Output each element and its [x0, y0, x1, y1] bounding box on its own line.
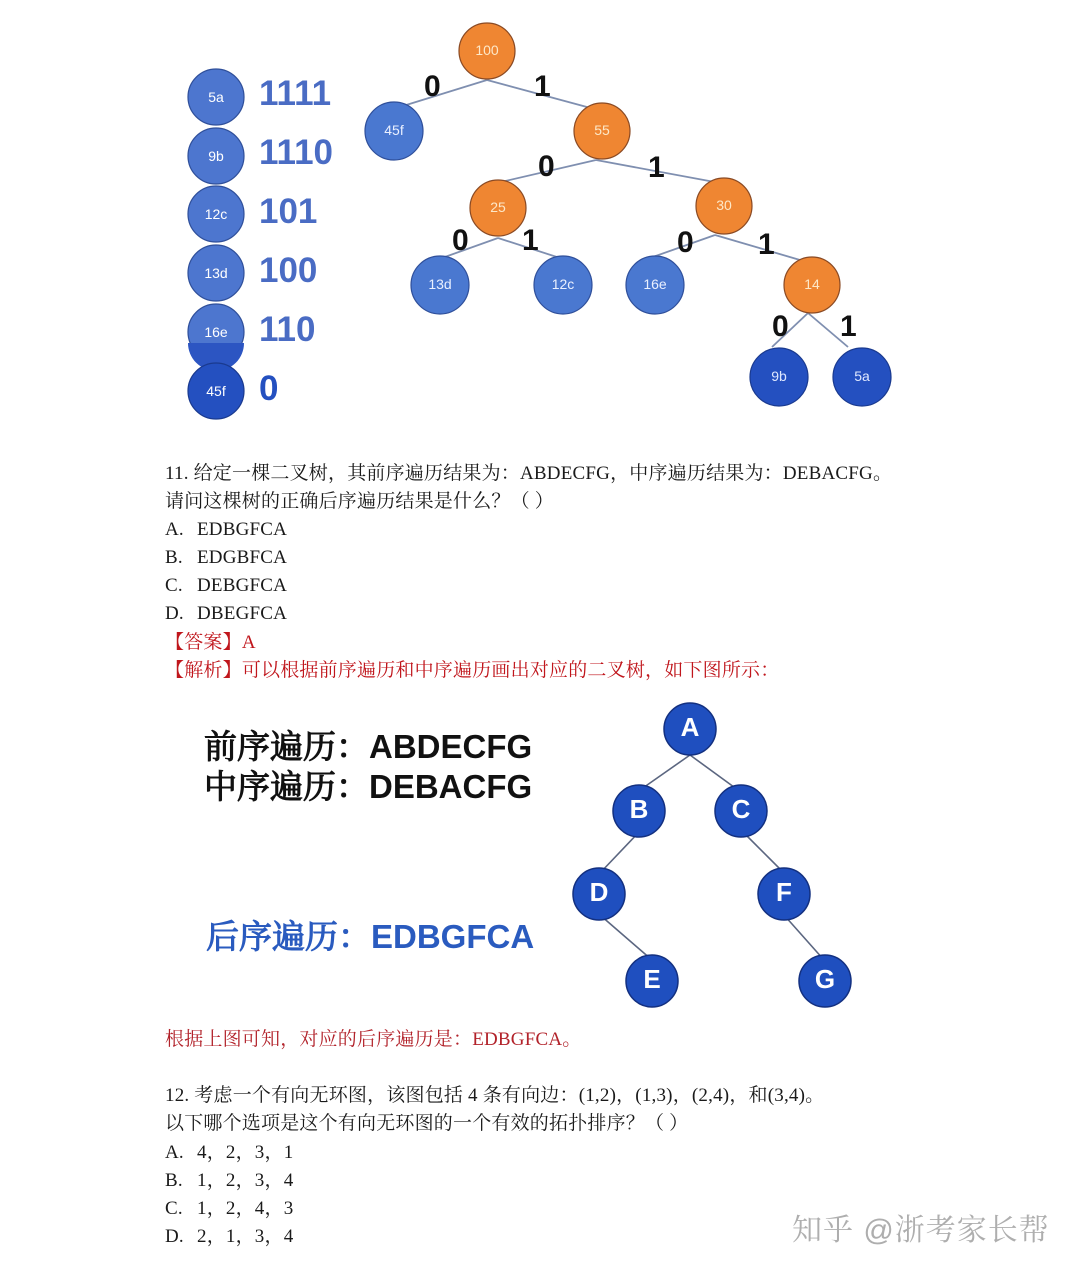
huffman-code-value: 110	[259, 310, 316, 349]
analysis-text: 可以根据前序遍历和中序遍历画出对应的二叉树，如下图所示：	[241, 660, 780, 681]
edge-label-1: 1	[522, 224, 539, 257]
tree-leaf-node: 12c	[551, 276, 575, 292]
option-text: EDBGFCA	[197, 519, 288, 540]
option-letter: D.	[165, 1226, 184, 1247]
tree-leaf-node: 45f	[384, 122, 404, 138]
huffman-code-value: 1110	[259, 133, 333, 172]
huffman-tree-edges	[360, 10, 900, 420]
tree-internal-node: 14	[804, 276, 820, 292]
preorder-label: 前序遍历：ABDECFG	[204, 728, 533, 765]
q11-conclusion: 根据上图可知，对应的后序遍历是：EDBGFCA。	[165, 1029, 582, 1050]
tree-internal-node: 25	[490, 199, 506, 215]
q12-option-d[interactable]	[165, 1223, 293, 1251]
option-letter: A.	[165, 519, 184, 540]
tree-node-c: C	[731, 794, 751, 824]
option-text: DEBGFCA	[197, 575, 288, 596]
edge-label-1: 1	[840, 310, 857, 343]
q11-option-a[interactable]	[165, 516, 287, 544]
edge-label-0: 0	[452, 224, 469, 257]
tree-node-d: D	[589, 877, 609, 907]
binary-tree-figure	[190, 695, 880, 1025]
q12-option-a[interactable]	[165, 1139, 293, 1167]
option-letter: C.	[165, 1198, 183, 1219]
analysis-label: 【解析】	[165, 660, 242, 681]
option-letter: B.	[165, 547, 183, 568]
option-text: 4，2，3，1	[197, 1142, 294, 1163]
code-node-label: 13d	[204, 265, 228, 281]
edge-label-1: 1	[534, 70, 551, 103]
edge-label-1: 1	[758, 228, 775, 261]
q11-stem-line1: 11. 给定一棵二叉树，其前序遍历结果为：ABDECFG，中序遍历结果为：DEBACFG。	[165, 463, 893, 484]
huffman-code-value: 0	[259, 369, 279, 408]
edge-label-0: 0	[538, 150, 555, 183]
tree-leaf-node: 13d	[428, 276, 452, 292]
code-node-label: 12c	[204, 206, 228, 222]
option-letter: C.	[165, 575, 183, 596]
edge-label-0: 0	[772, 310, 789, 343]
edge-label-0: 0	[424, 70, 441, 103]
q12-stem-line1: 12. 考虑一个有向无环图，该图包括 4 条有向边：(1,2)，(1,3)，(2,4)，和(3,4)。	[165, 1085, 825, 1106]
tree-node-b: B	[629, 794, 649, 824]
binary-tree-edges	[190, 695, 880, 1025]
q11-option-c[interactable]	[165, 572, 287, 600]
tree-internal-node: 30	[716, 197, 732, 213]
code-node-label: 9b	[208, 148, 224, 164]
option-text: 1，2，4，3	[197, 1198, 294, 1219]
edge-label-1: 1	[648, 151, 665, 184]
q11-answer	[165, 629, 256, 657]
option-letter: B.	[165, 1170, 183, 1191]
q11-stem-line2: 请问这棵树的正确后序遍历结果是什么？（ ）	[165, 491, 554, 512]
q12-stem-line2: 以下哪个选项是这个有向无环图的一个有效的拓扑排序？（ ）	[165, 1113, 689, 1134]
edge-label-0: 0	[677, 226, 694, 259]
huffman-code-value: 100	[259, 251, 318, 290]
option-text: 1，2，3，4	[197, 1170, 294, 1191]
huffman-tree-diagram	[360, 10, 900, 420]
tree-leaf-node: 16e	[643, 276, 667, 292]
code-node-label: 45f	[206, 383, 226, 399]
tree-node-e: E	[643, 964, 661, 994]
option-letter: A.	[165, 1142, 184, 1163]
q12-option-c[interactable]	[165, 1195, 293, 1223]
q11-analysis	[165, 657, 779, 685]
answer-label: 【答案】	[165, 632, 242, 653]
option-text: 2，1，3，4	[197, 1226, 294, 1247]
tree-node-f: F	[776, 877, 792, 907]
q11-option-b[interactable]	[165, 544, 287, 572]
option-text: DBEGFCA	[197, 603, 288, 624]
tree-node-a: A	[680, 712, 700, 742]
inorder-label: 中序遍历：DEBACFG	[204, 768, 533, 805]
tree-internal-node: 100	[475, 42, 499, 58]
answer-value: A	[241, 632, 256, 653]
postorder-label: 后序遍历：EDBGFCA	[206, 918, 535, 955]
option-letter: D.	[165, 603, 184, 624]
code-node-label: 16e	[204, 324, 228, 340]
zhihu-watermark: 知乎 @浙考家长帮	[792, 1214, 1050, 1247]
q12-option-b[interactable]	[165, 1167, 293, 1195]
huffman-code-value: 1111	[259, 74, 332, 113]
tree-node-g: G	[814, 964, 836, 994]
option-text: EDGBFCA	[197, 547, 288, 568]
q11-option-d[interactable]	[165, 600, 287, 628]
code-node-label: 5a	[208, 89, 224, 105]
tree-leaf-node: 5a	[854, 368, 870, 384]
huffman-code-value: 101	[259, 192, 318, 231]
huffman-code-table	[186, 66, 346, 426]
tree-internal-node: 55	[594, 122, 610, 138]
tree-leaf-node: 9b	[771, 368, 787, 384]
